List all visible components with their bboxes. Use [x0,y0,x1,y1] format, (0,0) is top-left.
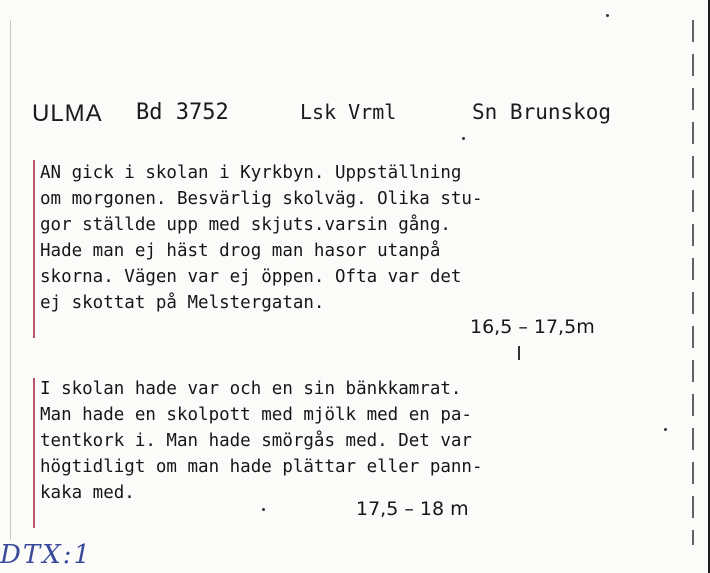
measure-tick-mark [518,346,520,360]
district-code: Lsk Vrml [300,100,397,124]
speck [664,428,667,431]
entry-line: skorna. Vägen var ej öppen. Ofta var det [40,267,462,287]
entry-line: Man hade en skolpott med mjölk med en pa- [40,405,472,425]
margin-line-entry-1 [33,160,35,338]
entry-line: kaka med. [40,483,135,503]
card-header [32,100,672,132]
entry-line: I skolan hade var och en sin bänkkamrat. [40,379,462,399]
archive-name: ULMA [32,100,103,127]
entry-line: Hade man ej häst drog man hasor utanpå [40,241,441,261]
entry-1-text [40,160,650,316]
speck [462,137,465,140]
card-fold-line [10,20,11,540]
speck [262,508,265,511]
speck [606,14,609,17]
parish-name: Sn Brunskog [472,100,612,124]
card-right-edge [692,20,694,545]
entry-line: ej skottat på Melstergatan. [40,293,325,313]
entry-line: tentkork i. Man hade smörgås med. Det var [40,431,472,451]
record-number: Bd 3752 [136,100,229,125]
margin-line-entry-2 [33,378,35,528]
entry-2-text [40,376,650,506]
entry-line: om morgonen. Besvärlig skolväg. Olika stu- [40,189,483,209]
entry-2-measure: 17,5 – 18 m [356,498,469,520]
entry-line: AN gick i skolan i Kyrkbyn. Uppställning [40,163,462,183]
entry-line: gor ställde upp med skjuts.varsin gång. [40,215,451,235]
entry-1-measure: 16,5 – 17,5m [470,316,595,338]
entry-line: högtidligt om man hade plättar eller pann- [40,457,483,477]
handwritten-note: DTX:1 [0,540,92,570]
